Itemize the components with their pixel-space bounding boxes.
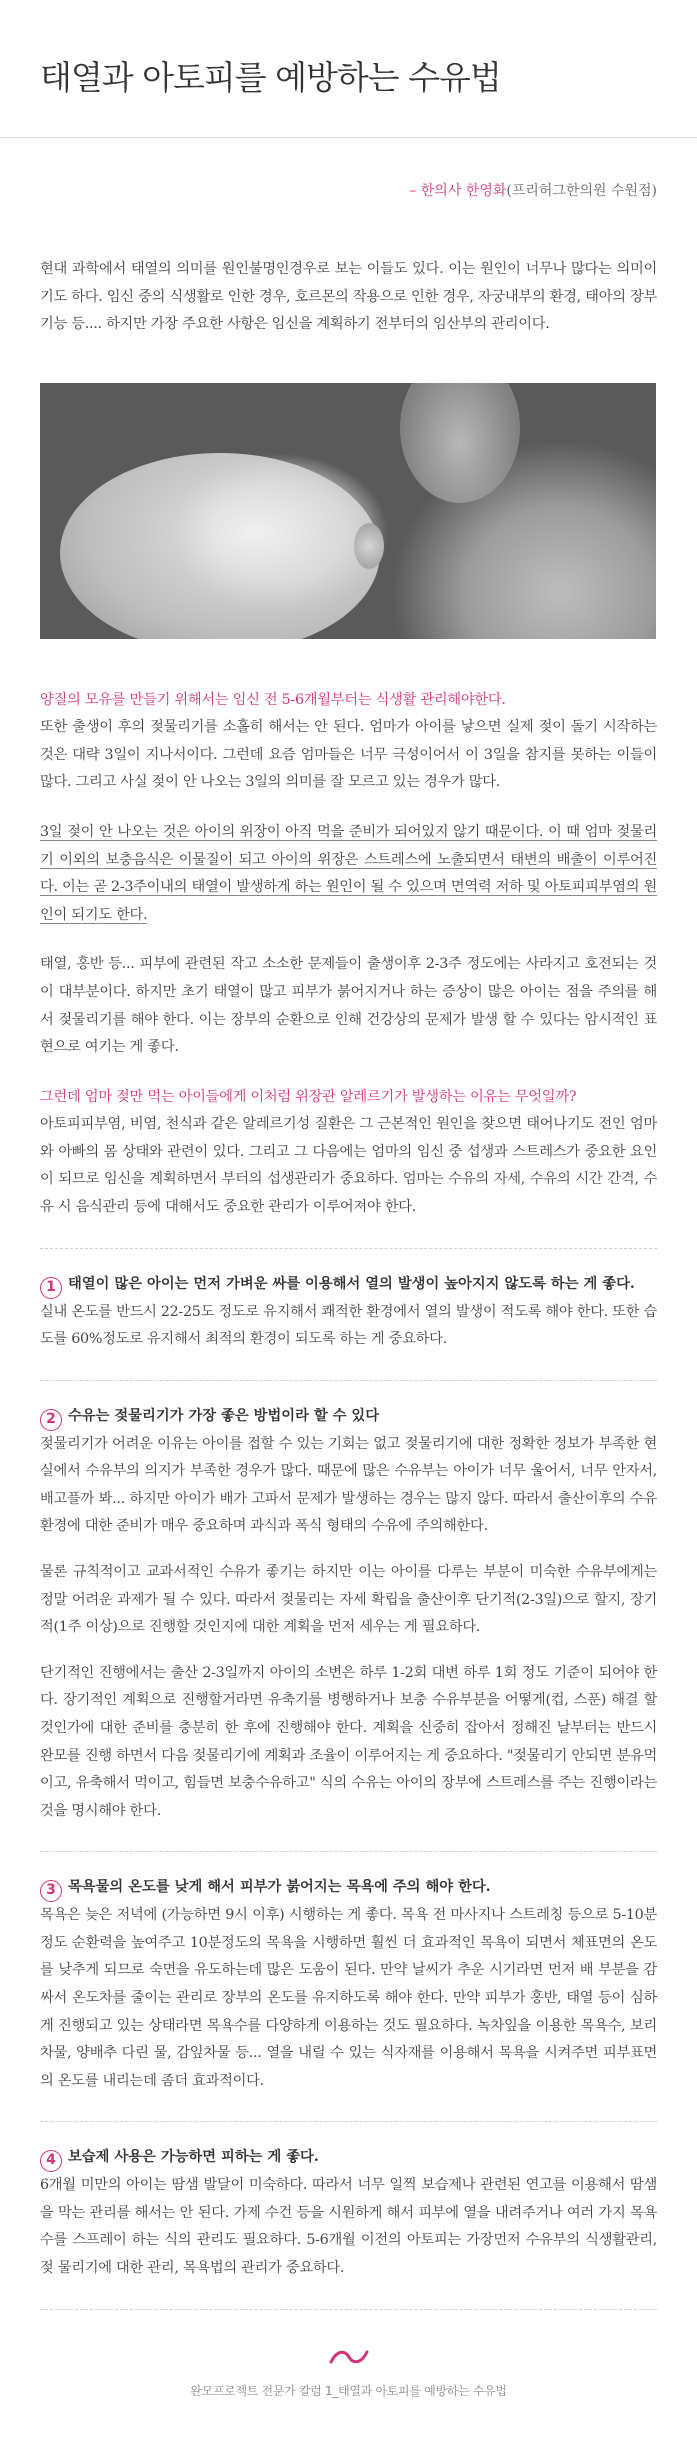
point-2-body-3: 단기적인 진행에서는 출산 2-3일까지 아이의 소변은 하루 1-2회 대변 하루 1회 정도 기준이 되어야 한다. 장기적인 계획으로 진행할거라면 유축기를 병행하거나 보충 수유부분을 어떻게(컵, 스푼) 해결 할 것인가에 대한 준비를 충분히 한 후에 진행해야 한다. 계획을 신중히 잡아서 정해진 날부터는 반드시 완모를 진행 하면서 다음 젖물리기에 계획과 조율이 이루어지는 게 중요하다. "젖물리기 안되면 분유먹이고, 유축해서 먹이고, 힘들면 보충수유하고" 식의 수유는 아이의 장부에 스트레스를 주는 진행이라는 것을 명시해야 한다. (40, 1664, 657, 1819)
swirl-logo-icon (327, 2346, 371, 2368)
point-1 (40, 1271, 657, 1354)
section-4-body: 아토피피부염, 비염, 천식과 같은 알레르기성 질환은 그 근본적인 원인을 찾으면 태어나기도 전인 엄마와 아빠의 몸 상태와 관련이 있다. 그리고 그 다음에는 엄마의 임신 중 섭생과 스트레스가 중요한 요인이 되므로 임신을 계획하면서 부터의 섭생관리가 중요하다. 엄마는 수유의 자세, 수유의 시간 간격, 수유 시 음식관리 등에 대해서도 중요한 관리가 이루어져야 한다. (40, 1116, 657, 1215)
point-4-heading (40, 2144, 657, 2172)
point-3-body: 목욕은 늦은 저녁에 (가능하면 9시 이후) 시행하는 게 좋다. 목욕 전 마사지나 스트레칭 등으로 5-10분정도 순환력을 높여주고 10분정도의 목욕을 시행하면 훨씬 더 효과적인 목욕이 되면서 체표면의 온도를 낮추게 되므로 숙면을 유도하는데 많은 도움이 된다. 만약 날씨가 추운 시기라면 먼저 배 부분을 감싸서 온도차를 줄이는 관리로 장부의 온도를 유지하도록 해야 한다. 만약 피부가 홍반, 태열 등이 심하게 진행되고 있는 상태라면 목욕수를 다양하게 이용하는 것도 필요하다. 녹차잎을 이용한 목욕수, 보리차물, 양배추 다린 물, 감잎차물 등... 열을 내릴 수 있는 식자재를 이용해서 목욕을 시켜주면 피부표면의 온도를 내리는데 좀더 효과적이다. (40, 1907, 657, 2089)
dashed-divider (40, 1248, 657, 1249)
dashed-divider (40, 1851, 657, 1852)
point-2-body-1: 젖물리기가 어려운 이유는 아이를 접할 수 있는 기회는 없고 젖물리기에 대한 정확한 정보가 부족한 현실에서 수유부의 의지가 부족한 경우가 많다. 때문에 많은 수유부는 아이가 너무 울어서, 너무 안자서, 배고플까 봐... 하지만 아이가 배가 고파서 문제가 발생하는 경우는 많지 않다. 따라서 출산이후의 수유 환경에 대한 준비가 매우 중요하며 과식과 폭식 형태의 수유에 주의해한다. (40, 1435, 657, 1535)
section-1 (40, 687, 657, 797)
point-4-heading-text: 보습제 사용은 가능하면 피하는 게 좋다. (68, 2149, 319, 2166)
point-3 (40, 1874, 657, 2095)
section-4-heading: 그런데 엄마 젖만 먹는 아이들에게 이처럼 위장관 알레르기가 발생하는 이유는 무엇일까? (40, 1088, 577, 1105)
point-1-heading-text: 태열이 많은 아이는 먼저 가벼운 싸를 이용해서 열의 발생이 높아지지 않도록 하는 게 좋다. (68, 1275, 635, 1292)
dashed-divider (40, 2121, 657, 2122)
photo-arm-shape (400, 383, 520, 503)
point-1-heading (40, 1271, 657, 1299)
photo-baby-head-shape (60, 453, 380, 639)
section-3: 태열, 홍반 등... 피부에 관련된 작고 소소한 문제들이 출생이후 2-3주 정도에는 사라지고 호전되는 것이 대부분이다. 하지만 초기 태열이 많고 피부가 붉어지거나 하는 증상이 많은 아이는 점을 주의를 해서 젖물리기를 해야 한다. 이는 장부의 순환으로 인해 건강상의 문제가 발생 할 수 있다는 암시적인 표현으로 여기는 게 좋다. (40, 956, 657, 1056)
title-divider (0, 137, 697, 138)
point-2 (40, 1403, 657, 1826)
point-2-heading (40, 1403, 657, 1431)
photo-baby-ear-shape (354, 523, 384, 569)
number-circle-icon: 2 (40, 1409, 62, 1431)
author-line (40, 180, 657, 200)
dashed-divider (40, 2309, 657, 2310)
section-1-body: 또한 출생이 후의 젖물리기를 소홀히 해서는 안 된다. 엄마가 아이를 낳으면 실제 젖이 돌기 시작하는 것은 대략 3일이 지나서이다. 그런데 요즘 엄마들은 너무 극성이어서 이 3일을 참지를 못하는 이들이 많다. 그리고 사실 젖이 안 나오는 3일의 의미를 잘 모르고 있는 경우가 많다. (40, 719, 657, 791)
section-2-underlined-text: 3일 젖이 안 나오는 것은 아이의 위장이 아직 먹을 준비가 되어있지 않기 때문이다. 이 때 엄마 젖물리기 이외의 보충음식은 이물질이 되고 아이의 위장은 스트레스에 노출되면서 태변의 배출이 이루어진다. 이는 곧 2-3주이내의 태열이 발생하게 하는 원인이 될 수 있으며 면역력 저하 및 아토피피부염의 원인이 되기도 한다. (40, 824, 657, 923)
point-1-body: 실내 온도를 반드시 22-25도 정도로 유지해서 쾌적한 환경에서 열의 발생이 적도록 해야 한다. 또한 습도를 60%정도로 유지해서 최적의 환경이 되도록 하는 게 중요하다. (40, 1303, 657, 1348)
dashed-divider (40, 1380, 657, 1381)
footer-caption: 완모프로젝트 전문가 칼럼 1_태열과 아토피를 예방하는 수유법 (190, 2384, 507, 2398)
number-circle-icon: 3 (40, 1880, 62, 1902)
author-name: – 한의사 한영화 (409, 183, 507, 199)
number-circle-icon: 1 (40, 1277, 62, 1299)
point-2-heading-text: 수유는 젖물리기가 가장 좋은 방법이라 할 수 있다 (68, 1407, 380, 1424)
point-4 (40, 2144, 657, 2282)
intro-paragraph: 현대 과학에서 태열의 의미를 원인불명인경우로 보는 이들도 있다. 이는 원인이 너무나 많다는 의미이기도 하다. 임신 중의 식생활로 인한 경우, 호르몬의 작용으로 인한 경우, 자궁내부의 환경, 태아의 장부기능 등.... 하지만 가장 주요한 사항은 임신을 계획하기 전부터의 임산부의 관리이다. (40, 261, 657, 333)
section-2 (40, 819, 657, 929)
point-2-body-2: 물론 규칙적이고 교과서적인 수유가 좋기는 하지만 이는 아이를 다루는 부분이 미숙한 수유부에게는 정말 어려운 과제가 될 수 있다. 따라서 젖물리는 자세 확립을 출산이후 단기적(2-3일)으로 할지, 장기적(1주 이상)으로 진행할 것인지에 대한 계획을 먼저 세우는 게 필요하다. (40, 1564, 657, 1636)
point-4-body: 6개월 미만의 아이는 땀샘 발달이 미숙하다. 따라서 너무 일찍 보습제나 관련된 연고를 이용해서 땀샘을 막는 관리를 해서는 안 된다. 가제 수건 등을 시원하게 해서 피부에 열을 내려주거나 여러 가지 목욕수를 스프레이 하는 식의 관리도 필요하다. 5-6개월 이전의 아토피는 가장먼저 수유부의 식생활관리, 젖 물리기에 대한 관리, 목욕법의 관리가 중요하다. (40, 2177, 657, 2277)
footer (0, 2346, 697, 2399)
number-circle-icon: 4 (40, 2150, 62, 2172)
section-4 (40, 1084, 657, 1222)
section-1-heading: 양질의 모유를 만들기 위해서는 임신 전 5-6개월부터는 식생활 관리해야한다. (40, 691, 506, 708)
author-affiliation: (프리허그한의원 수원점) (506, 183, 657, 199)
point-3-heading (40, 1874, 657, 1902)
page-title: 태열과 아토피를 예방하는 수유법 (40, 58, 501, 97)
breastfeeding-photo (40, 383, 656, 639)
point-3-heading-text: 목욕물의 온도를 낮게 해서 피부가 붉어지는 목욕에 주의 해야 한다. (68, 1879, 491, 1896)
